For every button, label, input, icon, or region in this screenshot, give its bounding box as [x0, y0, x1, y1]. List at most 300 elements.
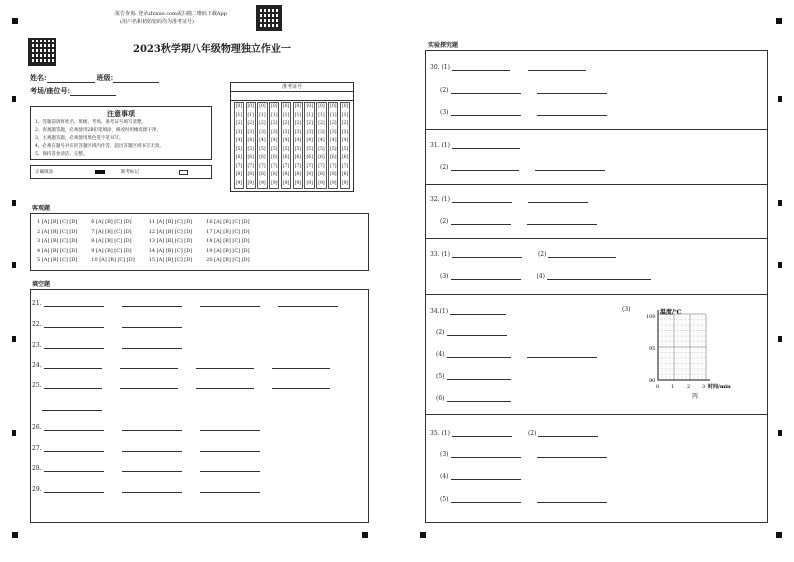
exam-id-digit-bubble[interactable]: [9]	[294, 180, 302, 186]
answer-blank[interactable]	[122, 425, 182, 431]
question-label: (4)	[536, 273, 545, 280]
answer-blank[interactable]	[120, 363, 178, 369]
question-32-2	[440, 218, 597, 225]
exam-id-digit-bubble[interactable]: [7]	[318, 163, 325, 169]
answer-blank[interactable]	[272, 383, 330, 389]
answer-blank[interactable]	[122, 487, 182, 493]
divider	[425, 238, 768, 239]
question-33-3	[440, 273, 651, 280]
objective-answer-row[interactable]: 8 [A] [B] [C] [D]	[91, 238, 132, 244]
exam-id-digit-bubble[interactable]: [6]	[318, 155, 325, 160]
exam-id-digit-bubble[interactable]: [7]	[247, 163, 254, 169]
exam-id-digit-bubble[interactable]: [7]	[271, 163, 278, 169]
chart-ytick: 90	[649, 378, 656, 384]
alignment-mark	[12, 430, 16, 436]
exam-id-digit-bubble[interactable]: [4]	[235, 138, 243, 143]
alignment-mark	[778, 96, 782, 102]
answer-blank[interactable]	[44, 425, 104, 431]
exam-id-digit-bubble[interactable]: [5]	[306, 146, 313, 152]
notice-box	[30, 106, 212, 160]
exam-id-digit-bubble[interactable]: [2]	[235, 121, 243, 126]
exam-id-digit-bubble[interactable]: [4]	[341, 138, 349, 143]
objective-answer-row[interactable]: 17 [A] [B] [C] [D]	[206, 228, 250, 235]
question-label: (3)	[440, 451, 449, 458]
answer-blank[interactable]	[538, 431, 598, 437]
exam-id-digit-bubble[interactable]: [4]	[282, 138, 290, 143]
answer-blank[interactable]	[44, 466, 104, 472]
qr-code-icon	[256, 5, 282, 31]
question-label: 29.	[32, 486, 42, 493]
answer-blank[interactable]	[42, 405, 102, 411]
question-label: (2)	[527, 430, 537, 437]
correct-fill-sample	[95, 170, 105, 174]
chart-xtick: 2	[687, 384, 691, 390]
exam-id-grid	[231, 101, 353, 190]
exam-id-column	[340, 102, 350, 189]
question-26	[32, 424, 260, 431]
objective-answer-row[interactable]: 9 [A] [B] [C] [D]	[91, 247, 132, 254]
exam-id-digit-bubble[interactable]: [4]	[330, 138, 337, 143]
objective-answer-row[interactable]: 10 [A] [B] [C] [D]	[91, 257, 135, 263]
alignment-mark	[778, 200, 782, 206]
answer-blank[interactable]	[44, 446, 104, 452]
exam-id-digit-bubble[interactable]: [1]	[271, 112, 278, 118]
alignment-mark	[12, 96, 16, 102]
alignment-mark	[778, 430, 782, 436]
answer-blank[interactable]	[44, 322, 104, 328]
question-label: (2)	[440, 164, 449, 171]
fill-title: 填空题	[32, 281, 51, 288]
exam-id-digit-bubble[interactable]: [1]	[282, 112, 290, 118]
question-34-5	[436, 373, 511, 380]
exam-id-digit-bubble[interactable]: [8]	[271, 172, 278, 177]
class-label: 班级:	[96, 73, 114, 82]
exam-id-digit-bubble[interactable]: [3]	[318, 129, 325, 135]
answer-blank[interactable]	[196, 383, 254, 389]
exam-id-digit-bubble[interactable]: [3]	[271, 129, 278, 135]
answer-blank[interactable]	[447, 352, 511, 358]
question-label: 32. (1)	[430, 196, 450, 203]
exam-id-digit-bubble[interactable]: [7]	[341, 163, 349, 169]
answer-blank[interactable]	[200, 466, 260, 472]
qr-code-icon	[28, 38, 56, 66]
objective-answer-row[interactable]: 1 [A] [B] [C] [D]	[37, 219, 78, 225]
answer-blank[interactable]	[527, 219, 597, 225]
exam-id-write-row[interactable]	[231, 92, 353, 101]
exam-id-digit-bubble[interactable]: [9]	[247, 180, 254, 186]
exam-id-column	[316, 102, 326, 189]
exam-id-digit-bubble[interactable]: [9]	[341, 180, 349, 186]
question-label: (3)	[440, 109, 449, 116]
question-30	[430, 64, 586, 71]
objective-answer-row[interactable]: 13 [A] [B] [C] [D]	[148, 238, 193, 244]
question-label: 27.	[32, 445, 42, 452]
divider	[425, 184, 768, 185]
seat-label: 考场/座位号:	[30, 86, 71, 95]
answer-blank[interactable]	[122, 446, 182, 452]
exam-id-digit-bubble[interactable]: [1]	[330, 112, 337, 118]
question-label: (2)	[440, 218, 449, 225]
exam-id-digit-bubble[interactable]: [8]	[318, 172, 325, 177]
exam-id-digit-bubble[interactable]: [2]	[294, 121, 302, 126]
exam-id-digit-bubble[interactable]: [1]	[318, 112, 325, 118]
answer-blank[interactable]	[122, 322, 182, 328]
name-field[interactable]	[47, 77, 95, 83]
exam-id-column	[257, 102, 267, 189]
answer-blank[interactable]	[200, 487, 260, 493]
question-label: 21.	[32, 300, 42, 307]
exam-id-digit-bubble[interactable]: [0]	[318, 104, 325, 109]
answer-blank[interactable]	[452, 143, 520, 149]
exam-id-digit-bubble[interactable]: [1]	[235, 112, 243, 118]
question-label: (4)	[436, 351, 445, 358]
alignment-mark	[12, 18, 18, 24]
question-label: (2)	[436, 329, 445, 336]
exam-id-digit-bubble[interactable]: [0]	[271, 104, 278, 109]
exam-id-digit-bubble[interactable]: [4]	[318, 138, 325, 143]
answer-blank[interactable]	[537, 497, 607, 503]
question-label: (5)	[436, 373, 445, 380]
exam-id-digit-bubble[interactable]: [8]	[282, 172, 290, 177]
exam-id-digit-bubble[interactable]: [8]	[330, 172, 337, 177]
question-label: 31. (1)	[430, 142, 450, 149]
divider	[425, 129, 768, 130]
exam-id-digit-bubble[interactable]: [6]	[271, 155, 278, 160]
answer-blank[interactable]	[537, 88, 607, 94]
answer-blank[interactable]	[452, 252, 522, 258]
objective-answer-row[interactable]: 12 [A] [B] [C] [D]	[148, 228, 193, 235]
question-label: 24.	[32, 362, 42, 369]
exam-id-digit-bubble[interactable]: [9]	[235, 180, 243, 186]
exam-id-digit-bubble[interactable]: [8]	[294, 172, 302, 177]
question-34-2	[436, 329, 507, 336]
alignment-mark	[12, 336, 16, 342]
notice-title: 注意事项	[107, 109, 135, 118]
answer-blank[interactable]	[537, 452, 607, 458]
question-label: 28.	[32, 465, 42, 472]
exam-id-digit-bubble[interactable]: [4]	[259, 138, 266, 143]
question-23	[32, 342, 182, 349]
answer-blank[interactable]	[451, 110, 521, 116]
chart-ylabel: 温度/℃	[660, 309, 682, 316]
answer-blank[interactable]	[44, 487, 104, 493]
exam-id-digit-bubble[interactable]: [2]	[318, 121, 325, 126]
question-29	[32, 486, 260, 493]
objective-col	[37, 218, 77, 266]
question-label: (3)	[622, 306, 631, 313]
exam-id-digit-bubble[interactable]: [5]	[330, 146, 337, 152]
exam-id-digit-bubble[interactable]: [3]	[282, 129, 290, 135]
question-label: (5)	[440, 496, 449, 503]
temperature-chart	[644, 304, 744, 400]
answer-blank[interactable]	[447, 330, 507, 336]
answer-blank[interactable]	[122, 301, 182, 307]
exam-id-digit-bubble[interactable]: [8]	[341, 172, 349, 177]
exam-id-digit-bubble[interactable]: [8]	[259, 172, 266, 177]
question-label: 22.	[32, 321, 42, 328]
answer-blank[interactable]	[122, 466, 182, 472]
alignment-mark	[12, 532, 18, 538]
objective-answer-row[interactable]: 3 [A] [B] [C] [D]	[37, 238, 78, 244]
exam-id-digit-bubble[interactable]: [9]	[259, 180, 266, 186]
objective-answer-row[interactable]: 5 [A] [B] [C] [D]	[37, 257, 78, 263]
answer-blank[interactable]	[452, 197, 512, 203]
exam-id-digit-bubble[interactable]: [5]	[247, 146, 254, 152]
exam-id-digit-bubble[interactable]: [3]	[259, 129, 266, 135]
answer-blank[interactable]	[196, 363, 254, 369]
answer-blank[interactable]	[200, 425, 260, 431]
notice-item: 1、答题前请将姓名、班级、考场、准考证号填写清楚。	[35, 120, 146, 125]
alignment-mark	[778, 262, 782, 268]
missing-mark-checkbox[interactable]	[179, 170, 188, 175]
answer-blank[interactable]	[451, 219, 511, 225]
exam-id-digit-bubble[interactable]: [0]	[294, 104, 302, 109]
answer-blank[interactable]	[452, 65, 510, 71]
answer-blank[interactable]	[278, 301, 338, 307]
exam-id-digit-bubble[interactable]: [6]	[247, 155, 254, 160]
exam-id-digit-bubble[interactable]: [6]	[306, 155, 313, 160]
exam-id-digit-bubble[interactable]: [8]	[247, 172, 254, 177]
alignment-mark	[12, 200, 16, 206]
exam-id-digit-bubble[interactable]: [7]	[330, 163, 337, 169]
exam-id-digit-bubble[interactable]: [3]	[235, 129, 243, 135]
answer-blank[interactable]	[122, 343, 182, 349]
exam-id-digit-bubble[interactable]: [2]	[341, 121, 349, 126]
question-34	[430, 308, 506, 315]
chart-axis	[658, 310, 710, 380]
question-27	[32, 445, 260, 452]
exam-id-digit-bubble[interactable]: [6]	[330, 155, 337, 160]
exam-id-column	[234, 102, 244, 189]
answer-blank[interactable]	[451, 474, 521, 480]
exam-id-digit-bubble[interactable]: [2]	[259, 121, 266, 126]
answer-blank[interactable]	[528, 65, 586, 71]
answer-blank[interactable]	[451, 274, 521, 280]
exam-id-digit-bubble[interactable]: [2]	[330, 121, 337, 126]
answer-blank[interactable]	[537, 110, 607, 116]
exam-id-digit-bubble[interactable]: [7]	[294, 163, 302, 169]
exam-id-digit-bubble[interactable]: [0]	[247, 104, 254, 109]
answer-blank[interactable]	[451, 165, 519, 171]
question-34-4	[436, 351, 597, 358]
exam-id-digit-bubble[interactable]: [2]	[247, 121, 254, 126]
chart-ytick: 95	[649, 346, 656, 352]
exam-id-digit-bubble[interactable]: [6]	[259, 155, 266, 160]
objective-answer-row[interactable]: 14 [A] [B] [C] [D]	[148, 247, 193, 254]
answer-blank[interactable]	[535, 165, 605, 171]
alignment-mark	[362, 532, 368, 538]
answer-blank[interactable]	[120, 383, 178, 389]
question-32	[430, 196, 588, 203]
exam-id-digit-bubble[interactable]: [0]	[235, 104, 243, 109]
chart-xlabel: 时间/min	[708, 384, 731, 390]
exam-id-digit-bubble[interactable]: [3]	[306, 129, 313, 135]
question-label: (6)	[436, 395, 445, 402]
exam-id-digit-bubble[interactable]: [2]	[271, 121, 278, 126]
answer-blank[interactable]	[272, 363, 330, 369]
objective-answer-row[interactable]: 6 [A] [B] [C] [D]	[91, 219, 132, 225]
exam-id-digit-bubble[interactable]: [1]	[294, 112, 302, 118]
exam-id-digit-bubble[interactable]: [6]	[282, 155, 290, 160]
exam-id-column	[281, 102, 291, 189]
exam-id-digit-bubble[interactable]: [4]	[306, 138, 313, 143]
answer-blank[interactable]	[450, 309, 506, 315]
exam-id-digit-bubble[interactable]: [0]	[341, 104, 349, 109]
answer-blank[interactable]	[451, 497, 521, 503]
question-21	[32, 300, 338, 307]
exam-id-digit-bubble[interactable]: [5]	[294, 146, 302, 152]
question-24	[32, 362, 330, 369]
exam-id-column	[246, 102, 256, 189]
exam-id-digit-bubble[interactable]: [5]	[259, 146, 266, 152]
exam-id-digit-bubble[interactable]: [4]	[271, 138, 278, 143]
question-28	[32, 465, 260, 472]
answer-blank[interactable]	[527, 352, 597, 358]
alignment-mark	[12, 262, 16, 268]
exam-id-column	[328, 102, 338, 189]
exam-id-digit-bubble[interactable]: [1]	[341, 112, 349, 118]
question-35-4	[440, 473, 521, 480]
question-label: 25.	[32, 382, 42, 389]
page-title: 2023秋学期八年级物理独立作业一	[133, 44, 291, 55]
alignment-mark	[776, 18, 782, 24]
objective-answer-row[interactable]: 19 [A] [B] [C] [D]	[206, 247, 250, 254]
exam-id-digit-bubble[interactable]: [3]	[294, 129, 302, 135]
exam-id-column	[304, 102, 314, 189]
name-row	[30, 73, 159, 83]
answer-blank[interactable]	[447, 396, 511, 402]
objective-answer-row[interactable]: 11 [A] [B] [C] [D]	[148, 219, 193, 225]
exam-id-digit-bubble[interactable]: [4]	[294, 138, 302, 143]
exam-id-digit-bubble[interactable]: [0]	[282, 104, 290, 109]
exam-id-digit-bubble[interactable]: [9]	[330, 180, 337, 186]
exam-id-digit-bubble[interactable]: [5]	[341, 146, 349, 152]
exam-id-digit-bubble[interactable]: [6]	[235, 155, 243, 160]
question-35	[430, 430, 598, 437]
exam-id-digit-bubble[interactable]: [8]	[235, 172, 243, 177]
exam-id-digit-bubble[interactable]: [3]	[247, 129, 254, 135]
answer-blank[interactable]	[44, 363, 102, 369]
question-35-3	[440, 451, 607, 458]
exam-id-digit-bubble[interactable]: [1]	[306, 112, 313, 118]
answer-blank[interactable]	[447, 374, 511, 380]
exam-id-digit-bubble[interactable]: [3]	[341, 129, 349, 135]
answer-blank[interactable]	[451, 88, 521, 94]
answer-blank[interactable]	[548, 252, 616, 258]
objective-answer-row[interactable]: 16 [A] [B] [C] [D]	[206, 219, 250, 225]
chart-caption: 丙	[692, 393, 699, 400]
exam-id-digit-bubble[interactable]: [6]	[294, 155, 302, 160]
divider	[425, 414, 768, 415]
question-35-5	[440, 496, 607, 503]
objective-answer-row[interactable]: 4 [A] [B] [C] [D]	[37, 247, 78, 254]
objective-answer-row[interactable]: 15 [A] [B] [C] [D]	[148, 257, 193, 263]
exam-id-digit-bubble[interactable]: [4]	[247, 138, 254, 143]
exam-id-box	[230, 82, 354, 192]
answer-blank[interactable]	[452, 431, 512, 437]
alignment-mark	[420, 532, 426, 538]
question-label: 23.	[32, 342, 42, 349]
exam-id-digit-bubble[interactable]: [5]	[318, 146, 325, 152]
question-label: 30. (1)	[430, 64, 450, 71]
notice-item: 2、客观题答题，必须使用2B铅笔填涂，修改时用橡皮擦干净。	[35, 128, 162, 133]
question-label: 26.	[32, 424, 42, 431]
divider	[425, 294, 768, 295]
exam-id-digit-bubble[interactable]: [1]	[259, 112, 266, 118]
answer-blank[interactable]	[547, 274, 651, 280]
chart-xtick: 1	[671, 384, 675, 390]
question-34-6	[436, 395, 511, 402]
exam-id-digit-bubble[interactable]: [5]	[271, 146, 278, 152]
seat-field[interactable]	[70, 90, 116, 96]
objective-answer-row[interactable]: 20 [A] [B] [C] [D]	[206, 257, 250, 263]
chart-ytick: 100	[646, 314, 656, 320]
exam-id-digit-bubble[interactable]: [1]	[247, 112, 254, 118]
exam-id-digit-bubble[interactable]: [9]	[318, 180, 325, 186]
class-field[interactable]	[113, 77, 159, 83]
exam-id-digit-bubble[interactable]: [9]	[306, 180, 313, 186]
exam-id-digit-bubble[interactable]: [9]	[282, 180, 290, 186]
exam-id-digit-bubble[interactable]: [7]	[282, 163, 290, 169]
objective-answer-row[interactable]: 2 [A] [B] [C] [D]	[37, 228, 78, 235]
question-31	[430, 142, 520, 149]
exam-id-digit-bubble[interactable]: [6]	[341, 155, 349, 160]
objective-col	[149, 218, 192, 266]
exam-id-digit-bubble[interactable]: [2]	[282, 121, 290, 126]
exam-id-digit-bubble[interactable]: [5]	[235, 146, 243, 152]
missing-mark-label: 缺考标记	[121, 170, 139, 175]
answer-blank[interactable]	[200, 301, 260, 307]
exam-id-digit-bubble[interactable]: [0]	[330, 104, 337, 109]
exam-id-digit-bubble[interactable]: [7]	[306, 163, 313, 169]
lab-title: 实验探究题	[428, 42, 459, 49]
answer-blank[interactable]	[44, 301, 104, 307]
answer-blank[interactable]	[528, 197, 588, 203]
notice-item: 3、主观题答题，必须使用黑色签字笔书写。	[35, 136, 124, 141]
report-sub: (用户名和初始密码均为准考证号)	[120, 19, 194, 25]
question-label: 34.(1)	[430, 308, 449, 315]
exam-id-digit-bubble[interactable]: [2]	[306, 121, 313, 126]
question-label: (3)	[440, 273, 449, 280]
answer-blank[interactable]	[451, 452, 521, 458]
question-25	[32, 382, 330, 389]
exam-id-digit-bubble[interactable]: [7]	[235, 163, 243, 169]
exam-id-digit-bubble[interactable]: [0]	[259, 104, 266, 109]
exam-id-digit-bubble[interactable]: [7]	[259, 163, 266, 169]
exam-id-digit-bubble[interactable]: [9]	[271, 180, 278, 186]
alignment-mark	[776, 532, 782, 538]
exam-id-column	[269, 102, 279, 189]
exam-id-digit-bubble[interactable]: [5]	[282, 146, 290, 152]
exam-id-digit-bubble[interactable]: [8]	[306, 172, 313, 177]
exam-id-digit-bubble[interactable]: [3]	[330, 129, 337, 135]
objective-col	[91, 218, 134, 266]
objective-answer-row[interactable]: 7 [A] [B] [C] [D]	[91, 228, 132, 235]
question-30-3	[440, 109, 607, 116]
chart-xtick: 3	[702, 384, 706, 390]
objective-title: 客观题	[32, 205, 51, 212]
fill-sample-box	[30, 165, 212, 179]
answer-blank[interactable]	[44, 343, 104, 349]
question-33	[430, 251, 616, 258]
question-31-2	[440, 164, 605, 171]
alignment-mark	[778, 336, 782, 342]
answer-blank[interactable]	[44, 383, 102, 389]
exam-id-digit-bubble[interactable]: [0]	[306, 104, 313, 109]
question-22	[32, 321, 182, 328]
objective-answer-row[interactable]: 18 [A] [B] [C] [D]	[206, 238, 250, 244]
answer-blank[interactable]	[200, 446, 260, 452]
